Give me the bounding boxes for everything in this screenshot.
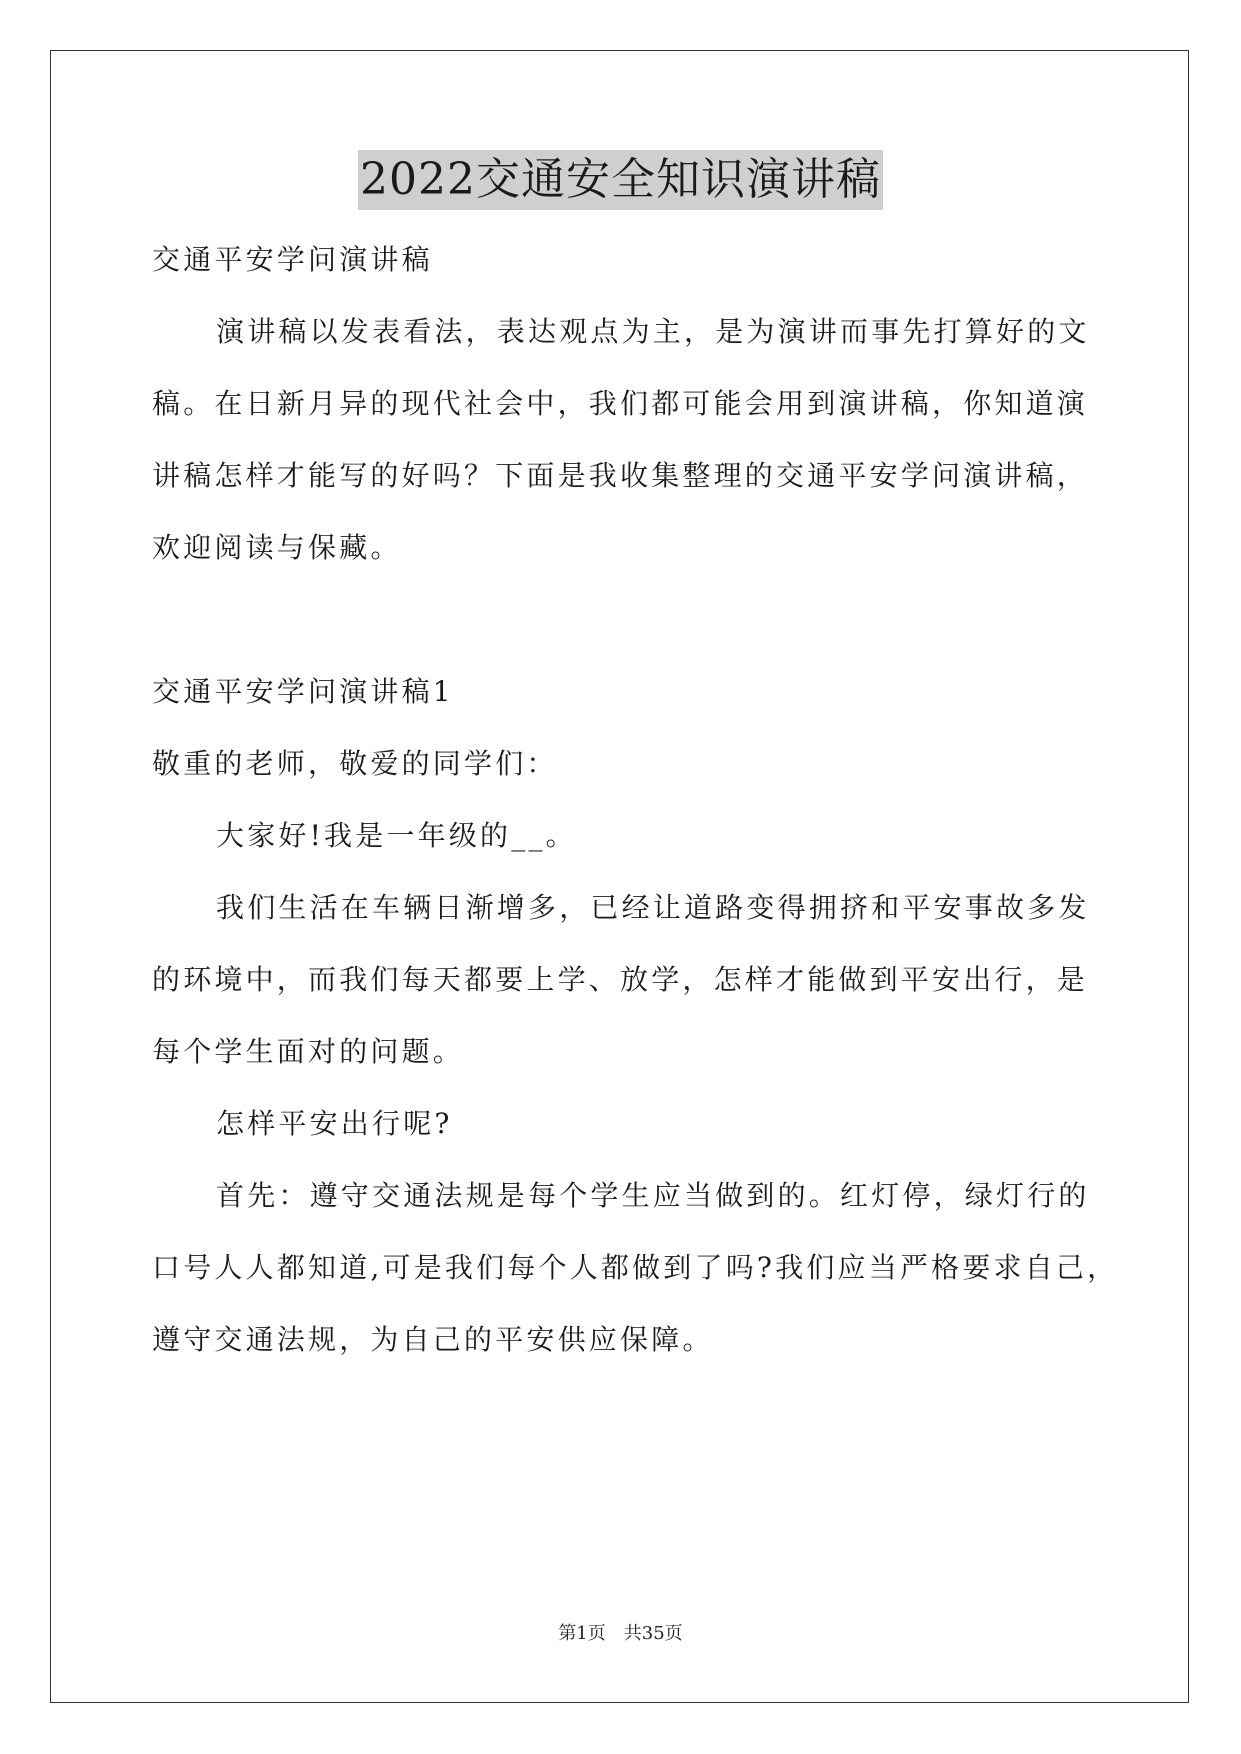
paragraph-line: 首先：遵守交通法规是每个学生应当做到的。红灯停，绿灯行的: [216, 1179, 1090, 1212]
paragraph-line: 演讲稿以发表看法，表达观点为主，是为演讲而事先打算好的文: [216, 315, 1090, 348]
page-border: [50, 50, 1189, 1703]
paragraph-line: 欢迎阅读与保藏。: [152, 531, 402, 564]
document-title: [0, 150, 1241, 210]
salutation-line: 敬重的老师，敬爱的同学们：: [152, 747, 558, 780]
paragraph-line: 稿。在日新月异的现代社会中，我们都可能会用到演讲稿，你知道演: [152, 387, 1089, 420]
paragraph-line: 的环境中，而我们每天都要上学、放学，怎样才能做到平安出行，是: [152, 963, 1089, 996]
paragraph-line: 大家好!我是一年级的__。: [216, 819, 577, 852]
section-heading: 交通平安学问演讲稿1: [152, 675, 454, 708]
paragraph-line: 遵守交通法规，为自己的平安供应保障。: [152, 1323, 714, 1356]
paragraph-line: 我们生活在车辆日渐增多，已经让道路变得拥挤和平安事故多发: [216, 891, 1090, 924]
subtitle-line: 交通平安学问演讲稿: [152, 243, 433, 276]
paragraph-line: 口号人人都知道,可是我们每个人都做到了吗?我们应当严格要求自己，: [152, 1251, 1119, 1284]
paragraph-line: 怎样平安出行呢?: [216, 1107, 453, 1140]
page-footer: 第1页 共35页: [558, 1623, 683, 1644]
paragraph-line: 讲稿怎样才能写的好吗？下面是我收集整理的交通平安学问演讲稿，: [152, 459, 1089, 492]
paragraph-line: 每个学生面对的问题。: [152, 1035, 465, 1068]
document-title-text: 2022交通安全知识演讲稿: [358, 150, 883, 210]
